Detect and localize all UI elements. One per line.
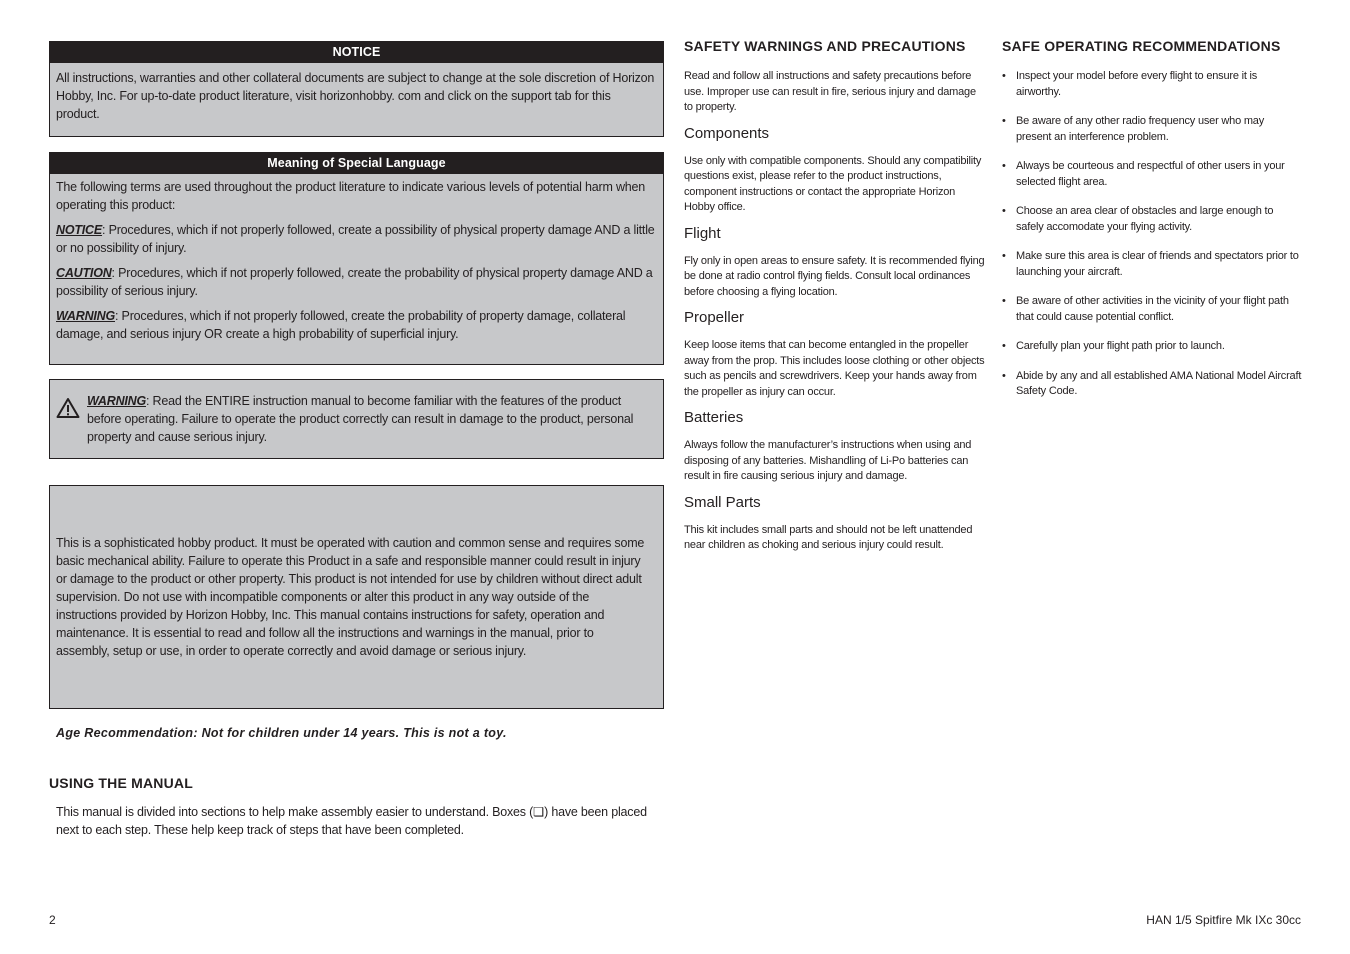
warning-triangle-icon [56,397,82,446]
warning-text [82,392,655,446]
list-item-text: Always be courteous and respectful of other users in your selected flight area. [1016,160,1285,188]
special-language-box [49,152,664,365]
propeller-text: Keep loose items that can become entangled in the propeller away from the prop. This includes loose clothing or other objects such as pencils and screwdrivers. Keep your hands away from the propeller as injury can occur. [684,339,985,398]
age-recommendation: Age Recommendation: Not for children under 14 years. This is not a toy. [56,726,507,740]
bullet-icon: • [1002,250,1006,262]
components-text: Use only with compatible components. Should any compatibility questions exist, please refer to the product instructions, component instructions or contact the appropriate Horizon Hobby office. [684,154,982,213]
list-item [1002,114,1302,145]
safety-intro: Read and follow all instructions and safety precautions before use. Improper use can result in fire, serious injury and damage to property. [684,70,976,113]
bullet-icon: • [1002,70,1006,82]
bullet-icon: • [1002,205,1006,217]
definition-caution [50,264,663,300]
notice-heading: NOTICE [50,42,663,63]
list-item [1002,249,1302,280]
notice-text: All instructions, warranties and other collateral documents are subject to change at the sole discretion of Horizon Hobby, Inc. For up-to-date product literature, visit horizonhobby. com and click on the support tab for this product. [56,71,655,121]
recommendations-heading: SAFE OPERATING RECOMMENDATIONS [1002,38,1281,54]
flight-text: Fly only in open areas to ensure safety. It is recommended flying be done at radio control flying fields. Consult local ordinances before choosing a flying location. [684,254,985,298]
list-item [1002,369,1302,400]
list-item [1002,294,1302,325]
hobby-product-text: This is a sophisticated hobby product. It must be operated with caution and common sense and requires some basic mechanical ability. Failure to operate this Product in a safe and responsible manner could result in injury or damage to the product or other property. This product is not intended for use by children without direct adult supervision. Do not use with incompatible components or alter this product in any way outside of the instructions provided by Horizon Hobby, Inc. This manual contains instructions for safety, operation and maintenance. It is essential to read and follow all the instructions and warnings in the manual, prior to assembly, setup or use, in order to operate correctly and avoid damage or serious injury. [56,536,645,658]
list-item [1002,159,1302,190]
components-heading: Components [684,124,770,142]
warning-box [49,379,664,459]
small-parts-heading: Small Parts [684,493,761,511]
definition-caution-text: : Procedures, which if not properly followed, create the probability of physical property damage AND a possibility of serious injury. [56,266,653,298]
safety-heading: SAFETY WARNINGS AND PRECAUTIONS [684,38,966,54]
hobby-product-box [49,485,664,709]
definition-notice [50,221,663,257]
using-manual-heading: USING THE MANUAL [49,775,193,791]
page-number: 2 [49,913,56,927]
list-item-text: Make sure this area is clear of friends and spectators prior to launching your aircraft. [1016,250,1299,278]
propeller-heading: Propeller [684,309,745,326]
bullet-icon: • [1002,295,1006,307]
bullet-icon: • [1002,160,1006,172]
list-item-text: Choose an area clear of obstacles and large enough to safely accomodate your flying activity. [1016,205,1274,233]
batteries-text: Always follow the manufacturer’s instructions when using and disposing of any batteries. Mishandling of Li-Po batteries can result in fire causing serious injury and damage. [684,439,972,482]
special-language-intro: The following terms are used throughout the product literature to indicate various levels of potential harm when operating this product: [56,180,646,212]
warning-term: WARNING [87,394,147,408]
list-item [1002,339,1302,355]
list-item-text: Be aware of other activities in the vicinity of your flight path that could cause potential conflict. [1016,295,1289,323]
definition-notice-text: : Procedures, which if not properly followed, create a possibility of physical property damage AND a little or no possibility of injury. [56,223,655,255]
recommendations-column [1002,38,1302,414]
list-item-text: Inspect your model before every flight to ensure it is airworthy. [1016,70,1258,98]
small-parts-text: This kit includes small parts and should not be left unattended near children as choking and serious injury could result. [684,523,973,551]
definition-warning-text: : Procedures, which if not properly followed, create the probability of property damage, collateral damage, and serious injury OR create a high probability of superficial injury. [56,309,626,341]
special-language-heading: Meaning of Special Language [50,153,663,174]
definition-warning [50,307,663,343]
list-item-text: Abide by any and all established AMA National Model Aircraft Safety Code. [1016,369,1302,397]
warning-body: : Read the ENTIRE instruction manual to become familiar with the features of the product before operating. Failure to operate the product correctly can result in damage to the product, personal property and cause serious injury. [87,394,634,444]
list-item-text: Carefully plan your flight path prior to launch. [1016,340,1225,352]
term-warning: WARNING [56,309,116,323]
batteries-heading: Batteries [684,409,744,426]
recommendations-list [1002,69,1302,400]
safety-column [684,38,986,554]
bullet-icon: • [1002,115,1006,127]
bullet-icon: • [1002,340,1006,352]
warning-content [56,392,655,446]
list-item [1002,69,1302,100]
list-item [1002,204,1302,235]
list-item-text: Be aware of any other radio frequency user who may present an interference problem. [1016,115,1265,143]
flight-heading: Flight [684,224,721,242]
footer-title: HAN 1/5 Spitfire Mk IXc 30cc [1146,913,1301,927]
term-caution: CAUTION [56,266,112,280]
term-notice: NOTICE [56,223,103,237]
using-manual-text: This manual is divided into sections to help make assembly easier to understand. Boxes (❏) have been placed next to each step. These help keep track of steps that have been completed. [56,805,647,837]
notice-box [49,41,664,137]
bullet-icon: • [1002,369,1006,382]
